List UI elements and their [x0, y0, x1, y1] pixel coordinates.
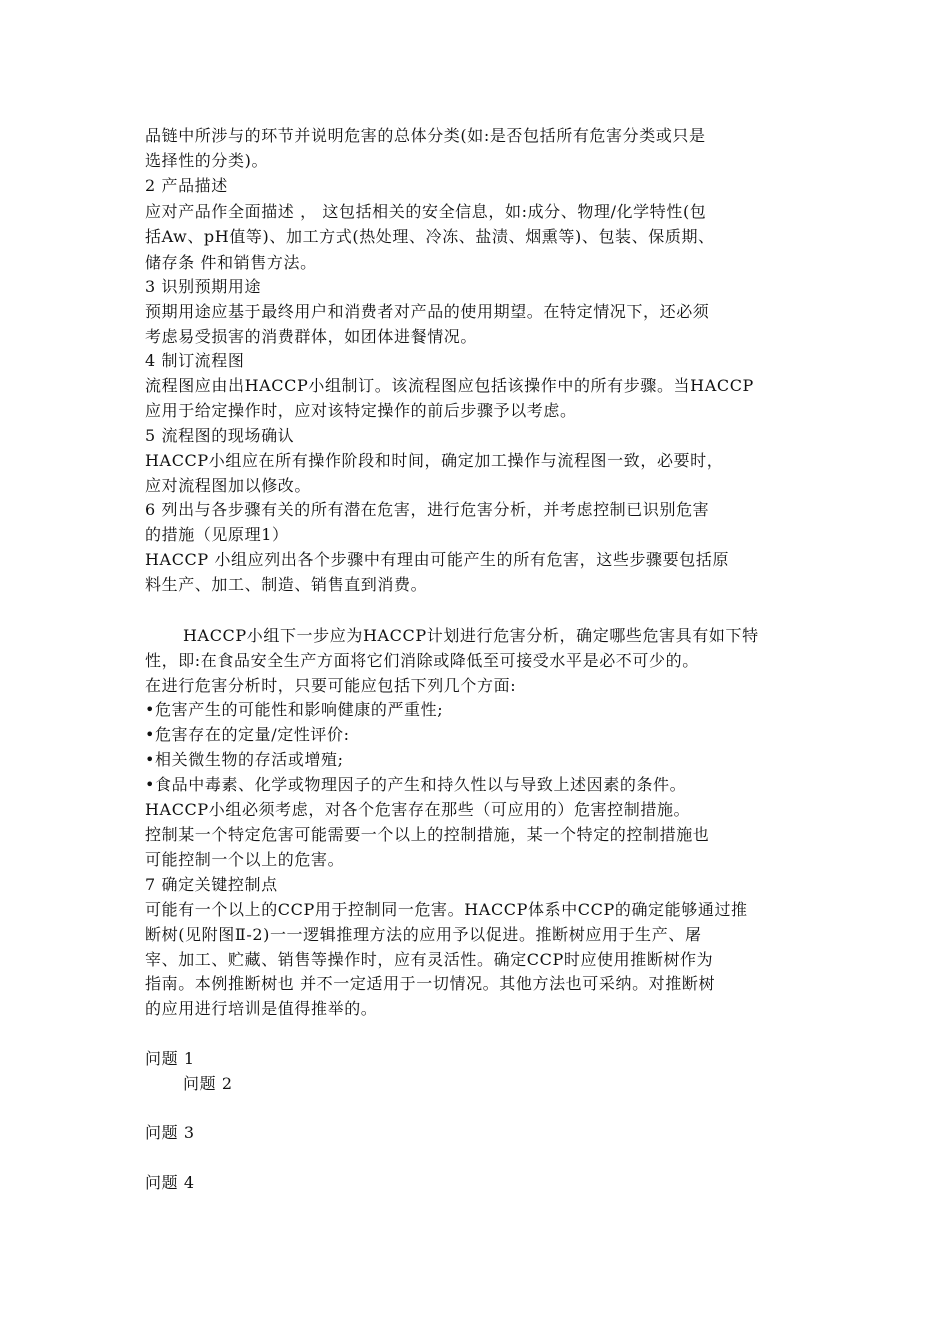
question-label: 问题 2: [183, 1074, 233, 1093]
text-line: 宰、加工、贮藏、销售等操作时，应有灵活性。确定CCP时应使用推断树作为: [145, 950, 714, 969]
text-line: 储存条 件和销售方法。: [145, 253, 317, 272]
text-line: 考虑易受损害的消费群体，如团体进餐情况。: [145, 327, 478, 346]
bullet-item: •危害存在的定量/定性评价:: [145, 725, 350, 744]
text-line: 可能有一个以上的CCP用于控制同一危害。HACCP体系中CCP的确定能够通过推: [145, 900, 748, 919]
question-label: 问题 4: [145, 1173, 195, 1192]
text-line: 的应用进行培训是值得推举的。: [145, 999, 378, 1018]
text-line: HACCP小组应在所有操作阶段和时间，确定加工操作与流程图一致，必要时，: [145, 451, 724, 470]
text-line: 在进行危害分析时，只要可能应包括下列几个方面:: [145, 676, 517, 695]
text-line: HACCP小组下一步应为HACCP计划进行危害分析，确定哪些危害具有如下特: [183, 626, 759, 645]
question-label: 问题 1: [145, 1049, 195, 1068]
text-line: HACCP小组必须考虑，对各个危害存在那些（可应用的）危害控制措施。: [145, 800, 691, 819]
section-heading: 5 流程图的现场确认: [145, 426, 295, 445]
bullet-item: •食品中毒素、化学或物理因子的产生和持久性以与导致上述因素的条件。: [145, 775, 687, 794]
text-line: 断树(见附图Ⅱ-2)一一逻辑推理方法的应用予以促进。推断树应用于生产、屠: [145, 925, 702, 944]
text-line: 控制某一个特定危害可能需要一个以上的控制措施，某一个特定的控制措施也: [145, 825, 710, 844]
text-line: 应对流程图加以修改。: [145, 476, 312, 495]
section-heading: 4 制订流程图: [145, 351, 245, 370]
section-heading: 的措施（见原理1）: [145, 525, 289, 544]
text-line: 可能控制一个以上的危害。: [145, 850, 345, 869]
text-line: 性，即:在食品安全生产方面将它们消除或降低至可接受水平是必不可少的。: [145, 651, 699, 670]
text-line: 预期用途应基于最终用户和消费者对产品的使用期望。在特定情况下，还必须: [145, 302, 710, 321]
text-line: 指南。本例推断树也 并不一定适用于一切情况。其他方法也可采纳。对推断树: [145, 974, 716, 993]
text-line: 流程图应由出HACCP小组制订。该流程图应包括该操作中的所有步骤。当HACCP: [145, 376, 754, 395]
section-heading: 2 产品描述: [145, 176, 228, 195]
text-line: 选择性的分类)。: [145, 151, 269, 170]
section-heading: 7 确定关键控制点: [145, 875, 278, 894]
bullet-item: •危害产生的可能性和影响健康的严重性;: [145, 700, 444, 719]
section-heading: 6 列出与各步骤有关的所有潜在危害，进行危害分析，并考虑控制已识别危害: [145, 500, 710, 519]
text-line: 品链中所涉与的环节并说明危害的总体分类(如:是否包括所有危害分类或只是: [145, 126, 706, 145]
section-heading: 3 识别预期用途: [145, 277, 262, 296]
text-line: 括Aw、pH值等)、加工方式(热处理、冷冻、盐渍、烟熏等)、包装、保质期、: [145, 227, 715, 246]
text-line: 应用于给定操作时，应对该特定操作的前后步骤予以考虑。: [145, 401, 577, 420]
text-line: HACCP 小组应列出各个步骤中有理由可能产生的所有危害，这些步骤要包括原: [145, 550, 730, 569]
text-line: 应对产品作全面描述 ， 这包括相关的安全信息，如:成分、物理/化学特性(包: [145, 202, 707, 221]
bullet-item: •相关微生物的存活或增殖;: [145, 750, 344, 769]
text-line: 料生产、加工、制造、销售直到消费。: [145, 575, 428, 594]
question-label: 问题 3: [145, 1123, 195, 1142]
